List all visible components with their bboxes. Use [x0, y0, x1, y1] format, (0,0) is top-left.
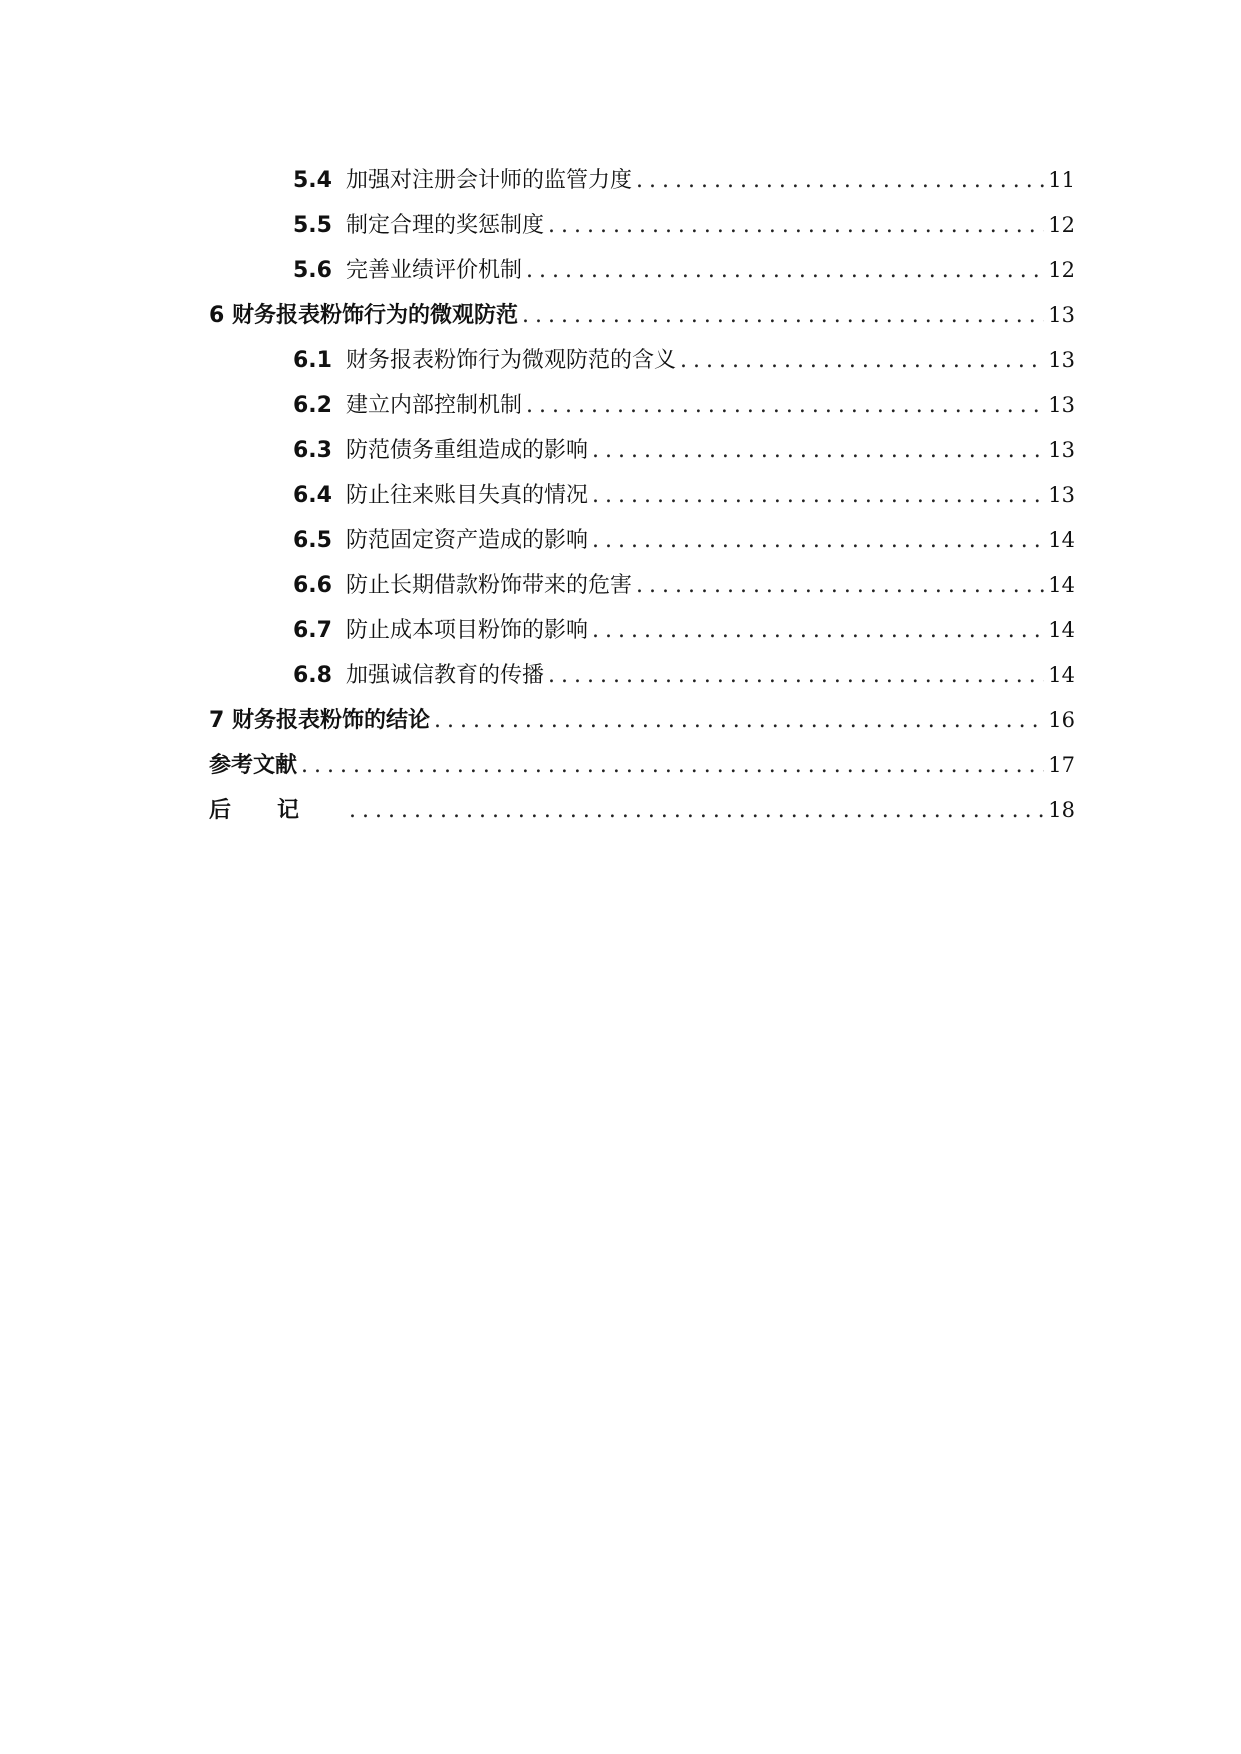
- toc-entry-5-4[interactable]: [209, 158, 1075, 203]
- toc-entry-page: 14: [1048, 618, 1075, 642]
- toc-entry-6-8[interactable]: [209, 653, 1075, 698]
- toc-entry-title: 加强对注册会计师的监管力度: [345, 168, 632, 193]
- toc-entry-page: 13: [1048, 303, 1075, 327]
- toc-entry-title: 制定合理的奖惩制度: [345, 213, 544, 238]
- toc-entry-title: 防止长期借款粉饰带来的危害: [345, 573, 632, 598]
- dot-leader: [522, 293, 1044, 338]
- toc-entry-number: 5.4: [293, 168, 332, 193]
- toc-entry-title: 6 财务报表粉饰行为的微观防范: [209, 303, 518, 328]
- toc-entry-title: 参考文献: [209, 753, 298, 778]
- dot-leader: [592, 518, 1044, 563]
- toc-entry-title: 防止往来账目失真的情况: [345, 483, 588, 508]
- toc-entry-title: 财务报表粉饰行为微观防范的含义: [345, 348, 676, 373]
- toc-entry-6-1[interactable]: [209, 338, 1075, 383]
- dot-leader: [592, 608, 1044, 653]
- dot-leader: [636, 158, 1044, 203]
- toc-entry-page: 13: [1048, 393, 1075, 417]
- toc-entry-title: 后记: [209, 798, 346, 823]
- toc-entry-5-6[interactable]: [209, 248, 1075, 293]
- toc-entry-page: 13: [1048, 348, 1075, 372]
- toc-entry-page: 17: [1048, 753, 1075, 777]
- dot-leader: [592, 473, 1044, 518]
- toc-entry-page: 13: [1048, 438, 1075, 462]
- dot-leader: [434, 698, 1044, 743]
- toc-entry-6-2[interactable]: [209, 383, 1075, 428]
- toc-entry-page: 12: [1048, 258, 1075, 282]
- dot-leader: [301, 743, 1044, 788]
- dot-leader: [680, 338, 1044, 383]
- dot-leader: [548, 203, 1044, 248]
- toc-entry-6-7[interactable]: [209, 608, 1075, 653]
- toc-entry-number: 5.6: [293, 258, 332, 283]
- toc-entry-chapter-6[interactable]: [209, 293, 1075, 338]
- toc-entry-number: 5.5: [293, 213, 332, 238]
- toc-entry-number: 6.7: [293, 618, 332, 643]
- dot-leader: [592, 428, 1044, 473]
- toc-entry-number: 6.8: [293, 663, 332, 688]
- toc-entry-6-6[interactable]: [209, 563, 1075, 608]
- dot-leader: [349, 788, 1044, 833]
- toc-entry-number: 6.5: [293, 528, 332, 553]
- toc-entry-title: 7 财务报表粉饰的结论: [209, 708, 430, 733]
- toc-entry-page: 16: [1048, 708, 1075, 732]
- toc-entry-number: 6.2: [293, 393, 332, 418]
- toc-entry-references[interactable]: [209, 743, 1075, 788]
- toc-entry-page: 11: [1048, 168, 1075, 192]
- toc-entry-title: 建立内部控制机制: [345, 393, 522, 418]
- dot-leader: [526, 383, 1044, 428]
- toc-entry-6-3[interactable]: [209, 428, 1075, 473]
- toc-entry-number: 6.6: [293, 573, 332, 598]
- toc-entry-title: 完善业绩评价机制: [345, 258, 522, 283]
- toc-entry-5-5[interactable]: [209, 203, 1075, 248]
- toc-entry-page: 14: [1048, 663, 1075, 687]
- toc-entry-title: 防范债务重组造成的影响: [345, 438, 588, 463]
- table-of-contents: [209, 158, 1075, 833]
- toc-entry-chapter-7[interactable]: [209, 698, 1075, 743]
- dot-leader: [636, 563, 1044, 608]
- toc-entry-title: 防止成本项目粉饰的影响: [345, 618, 588, 643]
- toc-entry-postscript[interactable]: [209, 788, 1075, 833]
- toc-entry-6-5[interactable]: [209, 518, 1075, 563]
- toc-entry-page: 14: [1048, 573, 1075, 597]
- toc-entry-number: 6.3: [293, 438, 332, 463]
- toc-entry-page: 14: [1048, 528, 1075, 552]
- toc-entry-page: 12: [1048, 213, 1075, 237]
- dot-leader: [548, 653, 1044, 698]
- toc-entry-number: 6.4: [293, 483, 332, 508]
- toc-entry-page: 18: [1048, 798, 1075, 822]
- toc-entry-page: 13: [1048, 483, 1075, 507]
- toc-entry-number: 6.1: [293, 348, 332, 373]
- dot-leader: [526, 248, 1044, 293]
- toc-entry-6-4[interactable]: [209, 473, 1075, 518]
- toc-entry-title: 加强诚信教育的传播: [345, 663, 544, 688]
- toc-entry-title: 防范固定资产造成的影响: [345, 528, 588, 553]
